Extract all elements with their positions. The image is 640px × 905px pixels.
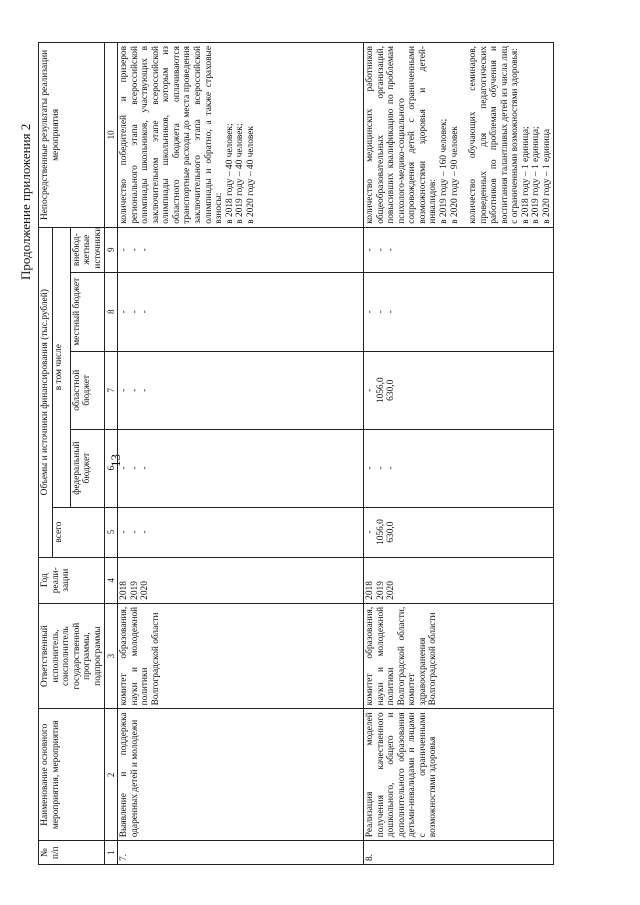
row-regional: - - - <box>118 351 364 429</box>
header-funding: Объемы и источники финансирования (тыс.рублей) <box>39 227 53 557</box>
row-results: количество медицинских работников общеобразовательных организаций, повысивших квалификацию по проблемам психолого-медико-социального сопровождения детей с ограниченными возможностями здоровья и детей-инвалидов: в 2019 году – 160 человек; в 2020 году – 90 человек количество обучающих семинаров, проведенных для педагогических работников по проблемам обучения и воспитания талантливых детей из числа лиц с ограниченными возможностями здоровья: в 2018 году – 1 единица; в 2019 году – 1 единица; в 2020 году – 1 единица <box>364 43 554 228</box>
table-row <box>118 43 364 865</box>
header-total: всего <box>52 507 105 557</box>
row-number: 7. <box>118 841 364 865</box>
row-responsible: комитет образования, науки и молодежной политики Волгоградской области, комитет здравоохранения Волгоградской области <box>364 603 554 709</box>
column-index-row: 1 2 3 4 5 6 7 8 9 10 <box>105 43 118 865</box>
row-local: - - - <box>364 272 554 351</box>
row-total: - 1056,0 630,0 <box>364 507 554 557</box>
header-num: № п/п <box>39 841 105 865</box>
header-name: Наименование основного мероприятия, мероприятия <box>39 709 105 841</box>
header-federal: федеральный бюджет <box>70 429 105 507</box>
row-offbudget: - - - <box>364 227 554 272</box>
header-year: Год реали-зации <box>39 557 105 603</box>
row-federal: - - - <box>364 429 554 507</box>
header-results: Непосредственные результаты реализации мероприятия <box>39 43 105 228</box>
header-including: в том числе <box>52 227 70 507</box>
header-responsible: Ответственный исполнитель, соисполнитель государственной программы, подпрограммы <box>39 603 105 709</box>
row-name: Реализация моделей получения качественного дошкольного, общего и дополнительного образования детьми-инвалидами и лицами с ограниченными возможностями здоровья <box>364 709 554 841</box>
page-number: 13 <box>108 454 123 467</box>
row-federal: - - - <box>118 429 364 507</box>
program-table <box>38 42 554 865</box>
row-years: 2018 2019 2020 <box>118 557 364 603</box>
row-local: - - - <box>118 272 364 351</box>
row-total: - - - <box>118 507 364 557</box>
row-offbudget: - - - <box>118 227 364 272</box>
row-years: 2018 2019 2020 <box>364 557 554 603</box>
row-results: количество победителей и призеров регионального этапа всероссийской олимпиады школьников, участвующих в заключительном этапе всероссийской олимпиады школьников, которым из областного бюджета оплачиваются транспортные расходы до места проведения заключительного этапа всероссийской олимпиады и обратно, а также страховые взносы: в 2018 году – 40 человек; в 2019 году – 40 человек; в 2020 году – 40 человек <box>118 43 364 228</box>
table-row <box>364 43 554 865</box>
row-name: Выявление и поддержка одаренных детей и молодежи <box>118 709 364 841</box>
continuation-title: Продолжение приложения 2 <box>18 123 33 280</box>
row-number: 8. <box>364 841 554 865</box>
header-local: местный бюджет <box>70 272 105 351</box>
row-responsible: комитет образования, науки и молодежной политики Волгоградской области <box>118 603 364 709</box>
header-offbudget: внебюд-жетные источники <box>70 227 105 272</box>
header-regional: областной бюджет <box>70 351 105 429</box>
row-regional: - 1056,0 630,0 <box>364 351 554 429</box>
